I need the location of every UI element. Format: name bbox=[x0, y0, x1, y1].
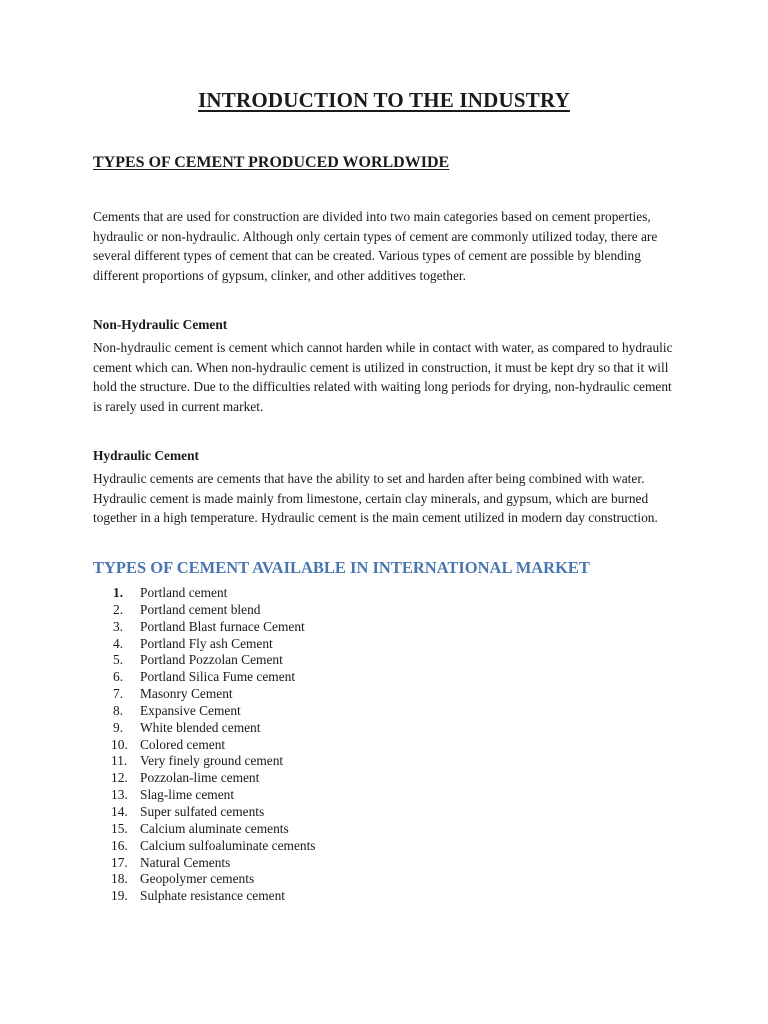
list-item-label: Pozzolan-lime cement bbox=[140, 770, 260, 786]
list-item bbox=[93, 888, 316, 905]
list-item bbox=[93, 737, 316, 754]
list-item bbox=[93, 669, 316, 686]
list-item bbox=[93, 703, 316, 720]
list-item-label: Calcium sulfoaluminate cements bbox=[140, 837, 316, 853]
list-item-number: 16. bbox=[111, 837, 128, 853]
list-item-number: 3. bbox=[113, 618, 124, 634]
list-item-label: Geopolymer cements bbox=[140, 871, 255, 887]
non-hydraulic-paragraph: Non-hydraulic cement is cement which cannot harden while in contact with water, as compared to hydraulic cement which can. When non-hydraulic cement is utilized in construction, it must be kept dry so that it will hold the structure. Due to the difficulties related with waiting long periods for drying, non-hydraulic cement is rarely used in current market. bbox=[93, 340, 673, 414]
list-item bbox=[93, 720, 316, 737]
list-item-number: 4. bbox=[113, 635, 124, 651]
list-item-label: Portland Pozzolan Cement bbox=[140, 652, 283, 668]
list-item bbox=[93, 838, 316, 855]
list-item bbox=[93, 652, 316, 669]
list-item bbox=[93, 602, 316, 619]
list-item-label: Portland cement bbox=[140, 585, 228, 600]
list-item bbox=[93, 619, 316, 636]
list-item-label: Colored cement bbox=[140, 736, 226, 752]
intro-paragraph: Cements that are used for construction are divided into two main categories based on cement properties, hydraulic or non-hydraulic. Although only certain types of cement are commonly utilized today, there are several different types of cement that can be created. Various types of cement are possible by blending different proportions of gypsum, clinker, and other additives together. bbox=[93, 209, 658, 283]
list-item-label: Slag-lime cement bbox=[140, 787, 235, 803]
list-item-label: Sulphate resistance cement bbox=[140, 888, 286, 904]
list-item-label: Calcium aluminate cements bbox=[140, 820, 289, 836]
list-item-number: 9. bbox=[113, 719, 124, 735]
list-item-number: 7. bbox=[113, 686, 124, 702]
list-item-number: 6. bbox=[113, 669, 124, 685]
list-item bbox=[93, 871, 316, 888]
list-item-label: Very finely ground cement bbox=[140, 753, 284, 769]
page-title: INTRODUCTION TO THE INDUSTRY bbox=[198, 88, 570, 112]
list-item bbox=[93, 585, 316, 602]
list-item-label: Portland Blast furnace Cement bbox=[140, 618, 305, 634]
list-item-number: 14. bbox=[111, 803, 128, 819]
list-item bbox=[93, 855, 316, 872]
market-section-title: TYPES OF CEMENT AVAILABLE IN INTERNATIONAL MARKET bbox=[93, 558, 590, 577]
cement-types-list bbox=[93, 585, 316, 905]
list-item-label: Masonry Cement bbox=[140, 686, 233, 702]
list-item-number: 8. bbox=[113, 702, 124, 718]
list-item-number: 10. bbox=[111, 736, 128, 752]
list-item-label: Expansive Cement bbox=[140, 702, 241, 718]
list-item-label: Super sulfated cements bbox=[140, 803, 265, 819]
list-item bbox=[93, 753, 316, 770]
list-item-number: 13. bbox=[111, 787, 128, 803]
list-item bbox=[93, 787, 316, 804]
list-item bbox=[93, 804, 316, 821]
list-item-number: 17. bbox=[111, 854, 128, 870]
section-title: TYPES OF CEMENT PRODUCED WORLDWIDE bbox=[93, 154, 450, 171]
list-item-label: Portland Silica Fume cement bbox=[140, 669, 296, 685]
list-item bbox=[93, 636, 316, 653]
list-item-number: 18. bbox=[111, 871, 128, 887]
list-item-label: Portland Fly ash Cement bbox=[140, 635, 273, 651]
list-item-number: 19. bbox=[111, 888, 128, 904]
list-item-number: 2. bbox=[113, 601, 124, 617]
list-item-label: White blended cement bbox=[140, 719, 261, 735]
list-item-label: Natural Cements bbox=[140, 854, 231, 870]
list-item-number: 11. bbox=[111, 753, 128, 769]
list-item-number: 5. bbox=[113, 652, 124, 668]
list-item bbox=[93, 686, 316, 703]
non-hydraulic-heading: Non-Hydraulic Cement bbox=[93, 317, 228, 332]
list-item-number: 15. bbox=[111, 820, 128, 836]
list-item-number: 12. bbox=[111, 770, 128, 786]
list-item bbox=[93, 821, 316, 838]
list-item-label: Portland cement blend bbox=[140, 601, 261, 617]
hydraulic-heading: Hydraulic Cement bbox=[93, 448, 199, 463]
list-item-number: 1. bbox=[113, 585, 124, 600]
hydraulic-paragraph: Hydraulic cements are cements that have the ability to set and harden after being combined with water. Hydraulic cement is made mainly from limestone, certain clay minerals, and gypsum, which are burned together in a high temperature. Hydraulic cement is the main cement utilized in modern day construction. bbox=[93, 471, 658, 525]
list-item bbox=[93, 770, 316, 787]
